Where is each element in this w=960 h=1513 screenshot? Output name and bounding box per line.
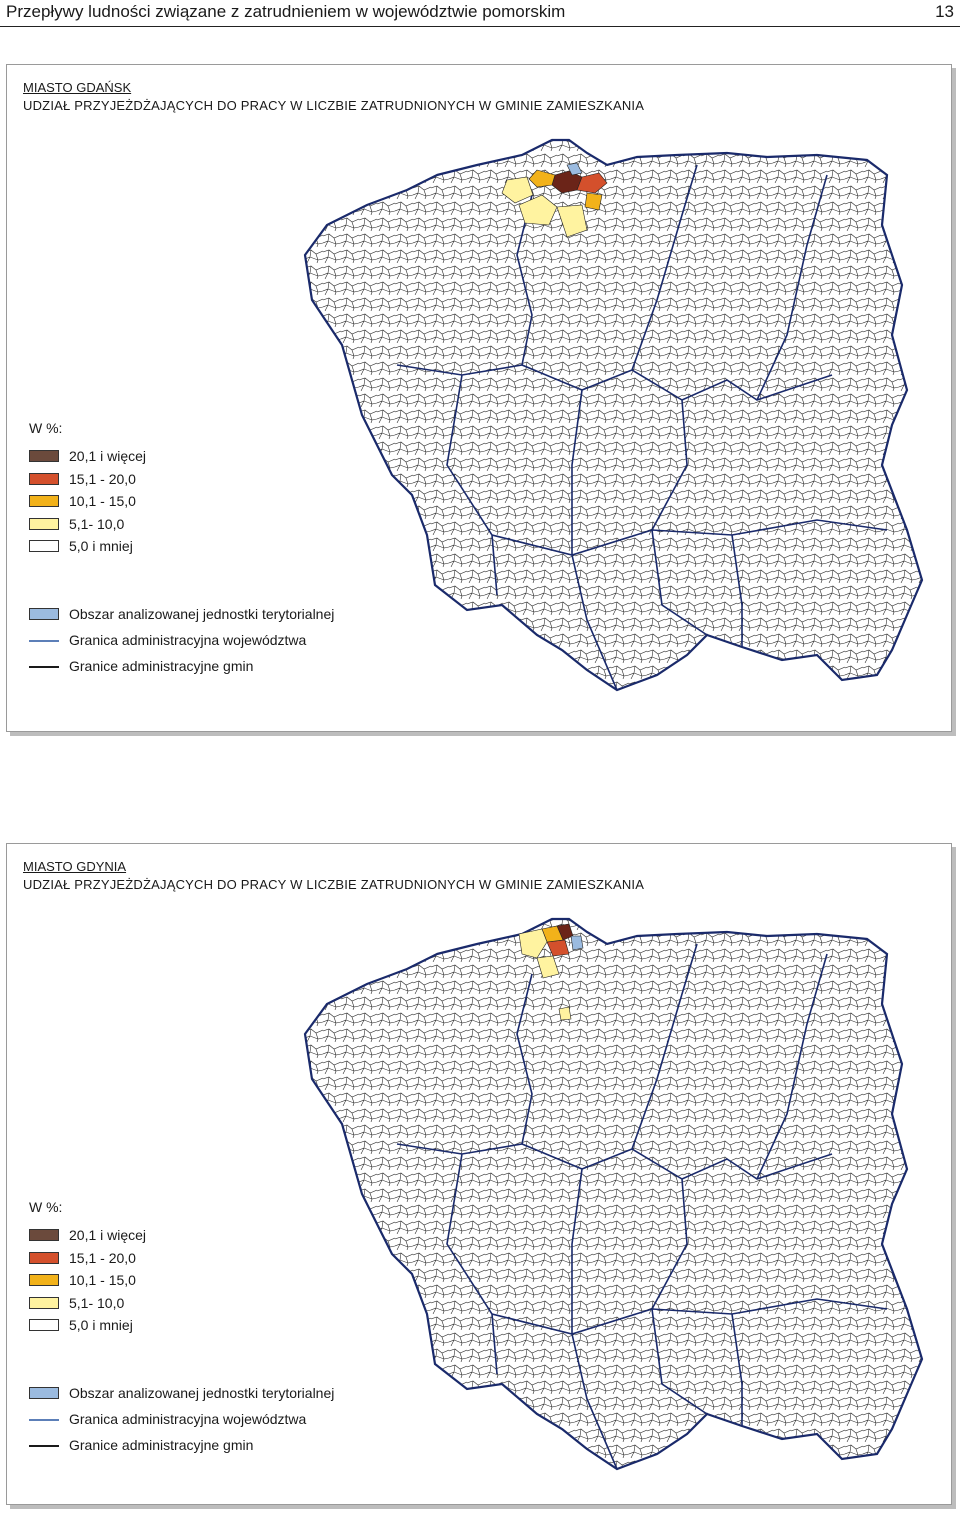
legend-swatch bbox=[29, 518, 59, 530]
legend-swatch bbox=[29, 1319, 59, 1331]
legend-heading: W %: bbox=[29, 420, 63, 436]
legend-heading: W %: bbox=[29, 1199, 63, 1215]
panel-subtitle: UDZIAŁ PRZYJEŻDŻAJĄCYCH DO PRACY W LICZBIE ZATRUDNIONYCH W GMINIE ZAMIESZKANIA bbox=[23, 98, 645, 113]
legend-label: 10,1 - 15,0 bbox=[69, 493, 136, 509]
legend-line bbox=[29, 1419, 59, 1421]
legend-label: Obszar analizowanej jednostki terytorialnej bbox=[69, 1385, 335, 1401]
legend-line bbox=[29, 1445, 59, 1447]
legend-label: 20,1 i więcej bbox=[69, 1227, 147, 1243]
legend-swatch bbox=[29, 473, 59, 485]
legend-swatch bbox=[29, 1274, 59, 1286]
legend-label: 5,0 i mniej bbox=[69, 1317, 133, 1333]
header-title: Przepływy ludności związane z zatrudnieniem w województwie pomorskim bbox=[6, 2, 566, 21]
legend-swatch bbox=[29, 540, 59, 552]
panel-city-title: MIASTO GDAŃSK bbox=[23, 80, 132, 95]
panel-heading bbox=[23, 858, 644, 894]
legend-swatch bbox=[29, 495, 59, 507]
legend-swatch bbox=[29, 608, 59, 620]
analyzed-unit-area bbox=[571, 936, 583, 950]
poland-outline bbox=[305, 140, 922, 690]
legend-label: Obszar analizowanej jednostki terytorialnej bbox=[69, 606, 335, 622]
legend-line bbox=[29, 666, 59, 668]
legend-label: 15,1 - 20,0 bbox=[69, 471, 136, 487]
legend-label: Granice administracyjne gmin bbox=[69, 658, 254, 674]
panel-heading bbox=[23, 79, 644, 115]
legend-label: 20,1 i więcej bbox=[69, 448, 147, 464]
panel-subtitle: UDZIAŁ PRZYJEŻDŻAJĄCYCH DO PRACY W LICZBIE ZATRUDNIONYCH W GMINIE ZAMIESZKANIA bbox=[23, 877, 645, 892]
legend-swatch bbox=[29, 450, 59, 462]
map-panel-gdynia bbox=[6, 843, 952, 1505]
poland-outline bbox=[305, 919, 922, 1469]
panel-city-title: MIASTO GDYNIA bbox=[23, 859, 127, 874]
legend-line bbox=[29, 640, 59, 642]
legend-label: 15,1 - 20,0 bbox=[69, 1250, 136, 1266]
legend-label: Granica administracyjna województwa bbox=[69, 1411, 307, 1427]
legend-swatch bbox=[29, 1297, 59, 1309]
poland-municipality-map bbox=[287, 135, 927, 720]
legend-label: Granice administracyjne gmin bbox=[69, 1437, 254, 1453]
legend-label: 5,1- 10,0 bbox=[69, 516, 125, 532]
legend-label: Granica administracyjna województwa bbox=[69, 632, 307, 648]
map-panel-gdansk bbox=[6, 64, 952, 732]
page-number: 13 bbox=[935, 2, 954, 21]
legend-swatch bbox=[29, 1252, 59, 1264]
legend-label: 5,0 i mniej bbox=[69, 538, 133, 554]
legend-label: 5,1- 10,0 bbox=[69, 1295, 125, 1311]
legend-label: 10,1 - 15,0 bbox=[69, 1272, 136, 1288]
page-header bbox=[0, 0, 960, 27]
legend-swatch bbox=[29, 1229, 59, 1241]
poland-municipality-map bbox=[287, 914, 927, 1499]
legend-swatch bbox=[29, 1387, 59, 1399]
